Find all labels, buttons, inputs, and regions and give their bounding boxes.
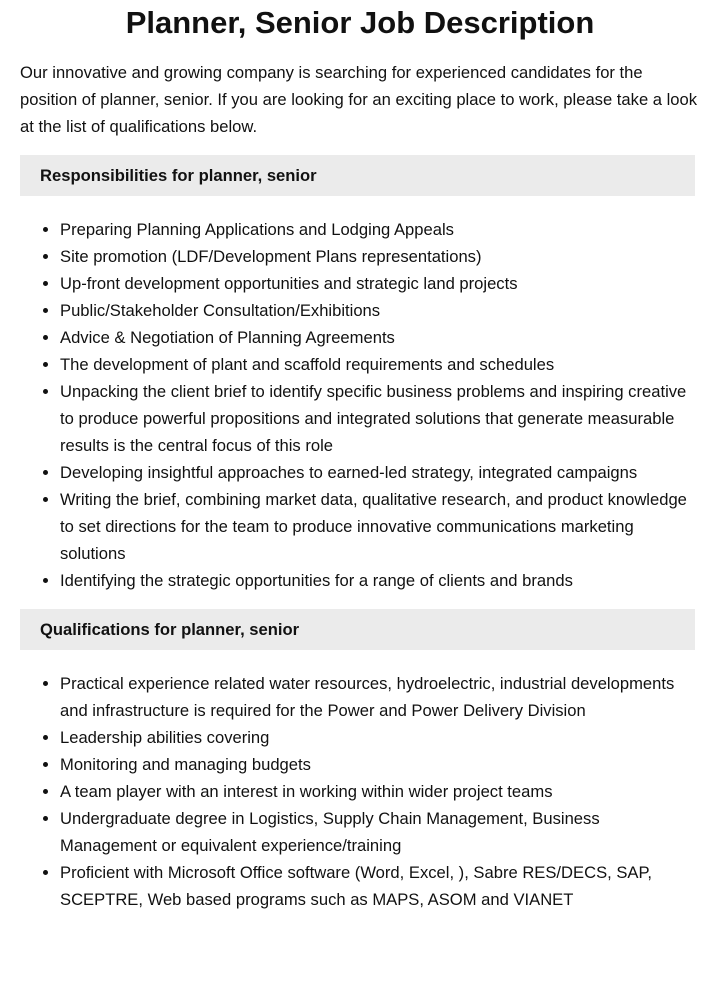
list-item: • Advice & Negotiation of Planning Agreements xyxy=(60,324,695,351)
list-item: • Up-front development opportunities and strategic land projects xyxy=(60,270,695,297)
responsibilities-heading: Responsibilities for planner, senior xyxy=(20,155,695,196)
list-item: • Site promotion (LDF/Development Plans representations) xyxy=(60,243,695,270)
list-item: • Monitoring and managing budgets xyxy=(60,751,695,778)
list-item: • Leadership abilities covering xyxy=(60,724,695,751)
page-title: Planner, Senior Job Description xyxy=(125,5,595,40)
list-item: • Writing the brief, combining market data, qualitative research, and product knowledge to set directions for the team to produce innovative communications marketing solutions xyxy=(60,486,695,567)
list-item: • A team player with an interest in working within wider project teams xyxy=(60,778,695,805)
qualifications-heading: Qualifications for planner, senior xyxy=(20,609,695,650)
list-item: • Practical experience related water resources, hydroelectric, industrial developments and infrastructure is required for the Power and Power Delivery Division xyxy=(60,670,695,724)
list-item: • Undergraduate degree in Logistics, Supply Chain Management, Business Management or equivalent experience/training xyxy=(60,805,695,859)
list-item: • Identifying the strategic opportunities for a range of clients and brands xyxy=(60,567,695,594)
list-item: • Public/Stakeholder Consultation/Exhibitions xyxy=(60,297,695,324)
qualifications-list xyxy=(20,670,695,913)
list-item: • Developing insightful approaches to earned-led strategy, integrated campaigns xyxy=(60,459,695,486)
list-item: • Preparing Planning Applications and Lodging Appeals xyxy=(60,216,695,243)
list-item: • Proficient with Microsoft Office software (Word, Excel, ), Sabre RES/DECS, SAP, SCEPTRE, Web based programs such as MAPS, ASOM and VIANET xyxy=(60,859,695,913)
list-item: • Unpacking the client brief to identify specific business problems and inspiring creative to produce powerful propositions and integrated solutions that generate measurable results is the central focus of this role xyxy=(60,378,695,459)
list-item: • The development of plant and scaffold requirements and schedules xyxy=(60,351,695,378)
intro-paragraph: Our innovative and growing company is searching for experienced candidates for the position of planner, senior. If you are looking for an exciting place to work, please take a look at the list of qualifications below. xyxy=(20,63,698,136)
responsibilities-list xyxy=(20,216,695,594)
